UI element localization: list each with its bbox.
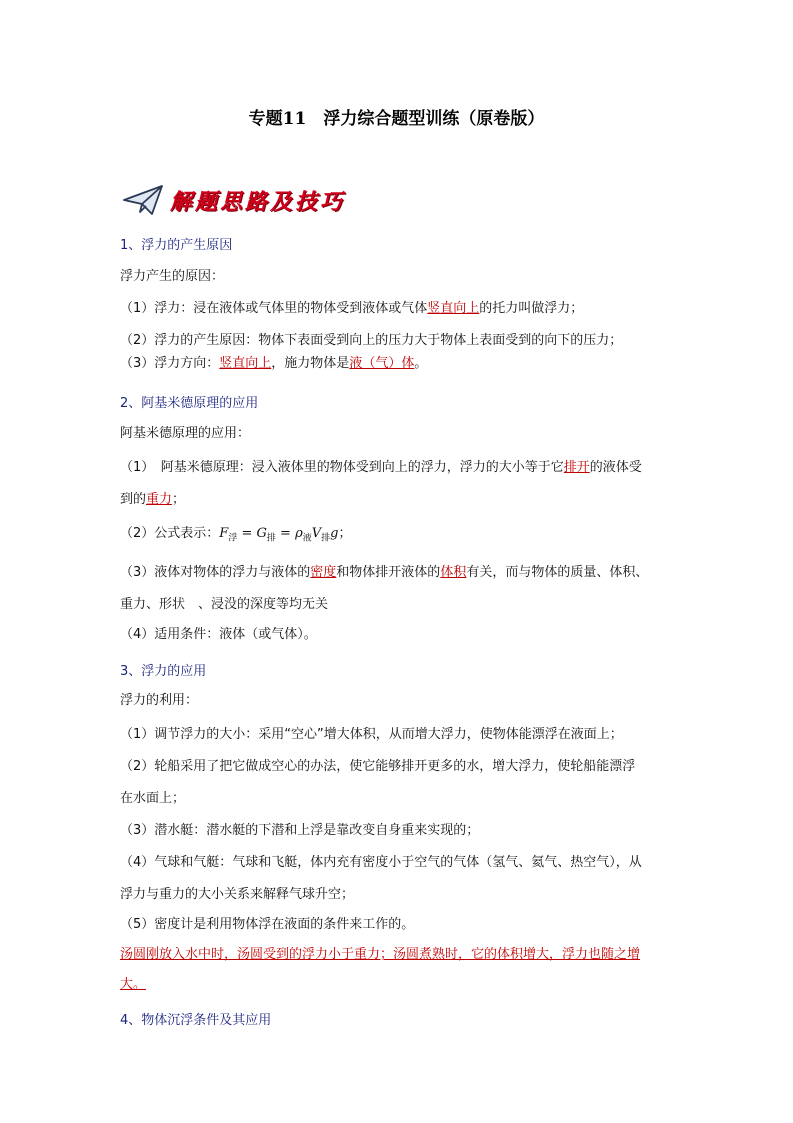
section-1-item-1: （1）浮力：浸在液体或气体里的物体受到液体或气体竖直向上的托力叫做浮力； [120, 301, 584, 316]
page-title: 专题11 浮力综合题型训练（原卷版） [248, 109, 545, 129]
section-3-item-2-cont: 在水面上； [120, 791, 186, 806]
section-3-item-4-cont: 浮力与重力的大小关系来解释气球升空； [120, 887, 355, 902]
section-banner [122, 182, 345, 218]
section-2-item-3-cont: 重力、形状 、浸没的深度等均无关 [120, 597, 329, 612]
section-2-item-4: （4）适用条件：液体（或气体）。 [120, 627, 317, 642]
section-1-item-2: （2）浮力的产生原因：物体下表面受到向上的压力大于物体上表面受到的向下的压力； [120, 333, 623, 348]
paper-plane-icon [122, 184, 164, 216]
section-2-intro: 阿基米德原理的应用： [120, 426, 251, 441]
section-4-heading: 4、物体沉浮条件及其应用 [120, 1013, 272, 1028]
section-2-item-1: （1） 阿基米德原理：浸入液体里的物体受到向上的浮力，浮力的大小等于它排开的液体受 [120, 460, 642, 475]
section-3-item-4: （4）气球和气艇：气球和飞艇，体内充有密度小于空气的气体（氢气、氦气、热空气），从 [120, 855, 642, 870]
buoyancy-formula: $F_浮 = G_排 = \rho_液V_排g$ [219, 526, 339, 544]
section-1-item-3: （3）浮力方向：竖直向上，施力物体是液（气）体。 [120, 356, 428, 371]
section-2-heading: 2、阿基米德原理的应用 [120, 396, 259, 411]
section-2-item-2: （2）公式表示：$F_浮 = G_排 = \rho_液V_排g$； [120, 526, 352, 544]
section-3-item-2: （2）轮船采用了把它做成空心的办法，使它能够排开更多的水，增大浮力，使轮船能漂浮 [120, 759, 636, 774]
section-3-item-5: （5）密度计是利用物体浮在液面的条件来工作的。 [120, 917, 415, 932]
section-3-note: 汤圆刚放入水中时，汤圆受到的浮力小于重力；汤圆煮熟时，它的体积增大，浮力也随之增 [120, 947, 641, 962]
section-1-heading: 1、浮力的产生原因 [120, 238, 233, 253]
section-3-heading: 3、浮力的应用 [120, 664, 207, 679]
section-3-item-1: （1）调节浮力的大小：采用“空心”增大体积，从而增大浮力，使物体能漂浮在液面上； [120, 727, 623, 742]
section-1-intro: 浮力产生的原因： [120, 269, 225, 284]
banner-title: 解题思路及技巧 [170, 188, 346, 215]
section-3-intro: 浮力的利用： [120, 693, 199, 708]
section-2-item-1-cont: 到的重力； [120, 492, 186, 507]
section-3-note-cont: 大。 [120, 977, 147, 992]
section-2-item-3: （3）液体对物体的浮力与液体的密度和物体排开液体的体积有关，而与物体的质量、体积、 [120, 565, 649, 580]
section-3-item-3: （3）潜水艇：潜水艇的下潜和上浮是靠改变自身重来实现的； [120, 823, 480, 838]
